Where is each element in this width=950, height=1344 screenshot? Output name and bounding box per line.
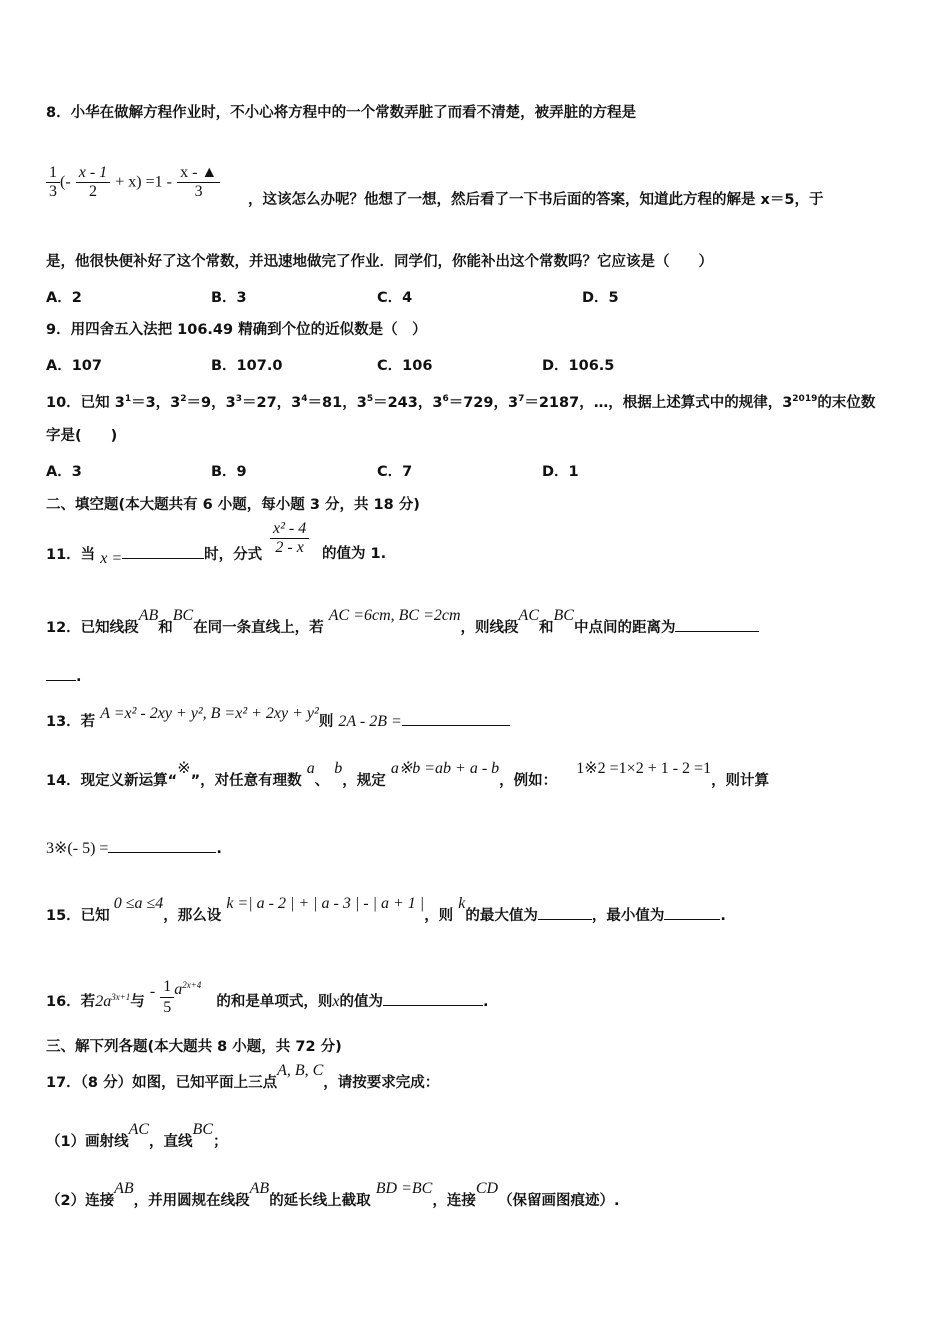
q13: 13．若 A =x² - 2xy + y², B =x² + 2xy + y²则 2A - 2B = xyxy=(46,711,510,732)
q11: 11．当 x = 时，分式 xyxy=(46,544,262,565)
q17-stem: 17．（8 分）如图，已知平面上三点A, B, C，请按要求完成： xyxy=(46,1062,440,1091)
q12-answer-blank[interactable] xyxy=(675,617,759,632)
q9-option-d: D．106.5 xyxy=(542,358,615,374)
q9-stem: 9．用四舍五入法把 106.49 精确到个位的近似数是（ ） xyxy=(46,322,427,338)
q8-stem-line3: 是，他很快便补好了这个常数，并迅速地做完了作业．同学们，你能补出这个常数吗？它应该是（ ） xyxy=(46,254,713,270)
q13-answer-blank[interactable] xyxy=(402,711,510,726)
q10-stem-line1: 10．已知 $3^1=3$，$3^2=9$，$3^3=27$，$3^4=81$，$3^5=243$，$3^6=729$，$3^7=2187$，…，根据上述算式中的规律，$3^{2019}$的末位数 xyxy=(46,394,876,411)
q10-option-d: D．1 xyxy=(542,464,579,480)
q11-answer-blank[interactable] xyxy=(122,544,204,559)
q16: 16．若$2a^{3x+1}$与 - $\frac{1}{5}$ $a^{2x+4}$ 的和是单项式，则x的值为 . xyxy=(46,978,489,1016)
q8-equation: $\frac{1}{3}$ (- $\frac{x - 1}{2}$ + x) =1 - $\frac{x - ▲}{3}$ xyxy=(46,164,220,201)
q16-fraction: $\frac{1}{5}$ xyxy=(160,977,174,1018)
q12-continuation: . xyxy=(46,666,82,687)
q14: 14．现定义新运算“※”，对任意有理数 a、 b，规定 a※b =ab + a - b，例如： 1※2 =1×2 + 1 - 2 =1，则计算 xyxy=(46,760,770,789)
q8-stem-line2: ，这该怎么办呢？他想了一想，然后看了一下书后面的答案，知道此方程的解是 x＝5，于 xyxy=(248,192,824,208)
section-3-heading: 三、解下列各题(本大题共 8 小题，共 72 分) xyxy=(46,1039,342,1055)
q10-option-b: B．9 xyxy=(211,464,247,480)
q10-option-a: A．3 xyxy=(46,464,82,480)
q8-option-d: D．5 xyxy=(582,290,619,306)
q9-option-c: C．106 xyxy=(377,358,433,374)
q8-option-c: C．4 xyxy=(377,290,413,306)
q14-ask: 3※(- 5) = . xyxy=(46,840,222,857)
q14-answer-blank[interactable] xyxy=(108,838,216,853)
q15-max-blank[interactable] xyxy=(538,905,592,920)
q12: 12．已知线段AB和BC在同一条直线上，若 AC =6cm, BC =2cm，则线段AC和BC中点间的距离为 xyxy=(46,617,759,638)
q8-frac-1: $\frac{1}{3}$ xyxy=(46,164,60,201)
q8-option-b: B．3 xyxy=(211,290,247,306)
q11-fraction: $\frac{\text{x² - 4}}{2 - x}$ xyxy=(270,520,309,557)
q10-option-c: C．7 xyxy=(377,464,413,480)
q9-option-b: B．107.0 xyxy=(211,358,283,374)
q15: 15．已知0 ≤a ≤4，那么设 k =| a - 2 | + | a - 3 | - | a + 1 |，则 k的最大值为 ，最小值为 . xyxy=(46,895,726,924)
q17-part-2: （2）连接AB，并用圆规在线段AB的延长线上截取 BD =BC，连接CD（保留画图痕迹）. xyxy=(46,1180,620,1209)
section-2-heading: 二、填空题(本大题共有 6 小题，每小题 3 分，共 18 分) xyxy=(46,497,420,513)
q8-frac-2: $\frac{x - 1}{2}$ xyxy=(76,164,110,201)
q9-option-a: A．107 xyxy=(46,358,102,374)
q16-answer-blank[interactable] xyxy=(383,991,483,1006)
q17-part-1: （1）画射线AC，直线BC； xyxy=(46,1121,228,1150)
q10-stem-line2: 字是( ) xyxy=(46,428,118,444)
q8-stem-line1: 8．小华在做解方程作业时，不小心将方程中的一个常数弄脏了而看不清楚，被弄脏的方程是 xyxy=(46,105,637,121)
q8-option-a: A．2 xyxy=(46,290,82,306)
q8-frac-3: $\frac{x - ▲}{3}$ xyxy=(177,164,220,201)
q11-tail: 的值为 1. xyxy=(322,546,387,562)
q12-answer-blank-cont[interactable] xyxy=(46,666,76,681)
q15-min-blank[interactable] xyxy=(664,905,720,920)
